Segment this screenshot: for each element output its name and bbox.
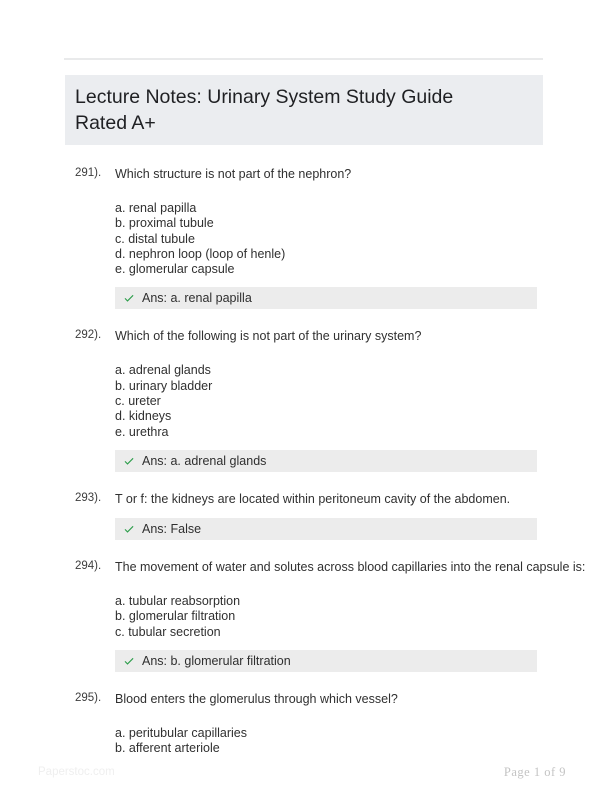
option: b. afferent arteriole — [115, 741, 220, 756]
check-icon — [123, 455, 135, 467]
option: a. renal papilla — [115, 201, 197, 215]
option: b. proximal tubule — [115, 216, 214, 231]
check-icon — [123, 292, 135, 304]
answer-options — [115, 726, 606, 757]
option: b. urinary bladder — [115, 378, 213, 393]
page-number: Page 1 of 9 — [503, 765, 566, 779]
question-number: 295). — [75, 691, 102, 704]
header-divider — [64, 58, 543, 60]
answer-options — [115, 363, 606, 439]
question-block — [0, 560, 606, 672]
option: e. urethra — [115, 424, 169, 439]
question-text: T or f: the kidneys are located within peritoneum cavity of the abdomen. — [115, 491, 511, 506]
option: d. nephron loop (loop of henle) — [115, 246, 286, 261]
answer-text: Ans: a. renal papilla — [142, 291, 252, 306]
question-number: 293). — [75, 491, 102, 504]
option: c. tubular secretion — [115, 624, 221, 639]
option: b. glomerular filtration — [115, 609, 236, 624]
question-text: Which of the following is not part of the urinary system? — [115, 329, 422, 344]
question-text: Blood enters the glomerulus through which vessel? — [115, 691, 398, 706]
question-block — [0, 692, 606, 757]
answer-bar — [115, 518, 537, 540]
option: c. distal tubule — [115, 231, 195, 246]
option: e. glomerular capsule — [115, 262, 235, 277]
answer-bar — [115, 287, 537, 309]
question-block — [0, 167, 606, 309]
question-row — [0, 492, 606, 507]
question-row — [0, 167, 606, 182]
check-icon — [123, 523, 135, 535]
question-text: The movement of water and solutes across blood capillaries into the renal capsule is: — [115, 559, 586, 574]
check-icon — [123, 655, 135, 667]
watermark: Paperstoc.com — [38, 766, 115, 778]
answer-text: Ans: False — [142, 521, 202, 536]
answer-text: Ans: b. glomerular filtration — [142, 653, 291, 668]
document-header — [65, 75, 543, 145]
option: d. kidneys — [115, 409, 172, 424]
answer-bar — [115, 650, 537, 672]
question-block — [0, 492, 606, 540]
question-text: Which structure is not part of the nephron? — [115, 167, 352, 181]
answer-text: Ans: a. adrenal glands — [142, 453, 267, 468]
page-title: Lecture Notes: Urinary System Study Guide Rated A+ — [75, 86, 454, 134]
answer-bar — [115, 450, 537, 472]
option: a. tubular reabsorption — [115, 593, 241, 608]
question-row — [0, 560, 606, 575]
question-block — [0, 329, 606, 471]
question-number: 291). — [75, 167, 102, 179]
option: c. ureter — [115, 394, 161, 409]
question-row — [0, 329, 606, 344]
questions-list — [0, 167, 606, 756]
answer-options — [115, 594, 606, 640]
question-number: 294). — [75, 559, 102, 572]
option: a. adrenal glands — [115, 363, 211, 378]
option: a. peritubular capillaries — [115, 725, 248, 740]
question-row — [0, 692, 606, 707]
question-number: 292). — [75, 329, 102, 342]
answer-options — [115, 201, 606, 277]
